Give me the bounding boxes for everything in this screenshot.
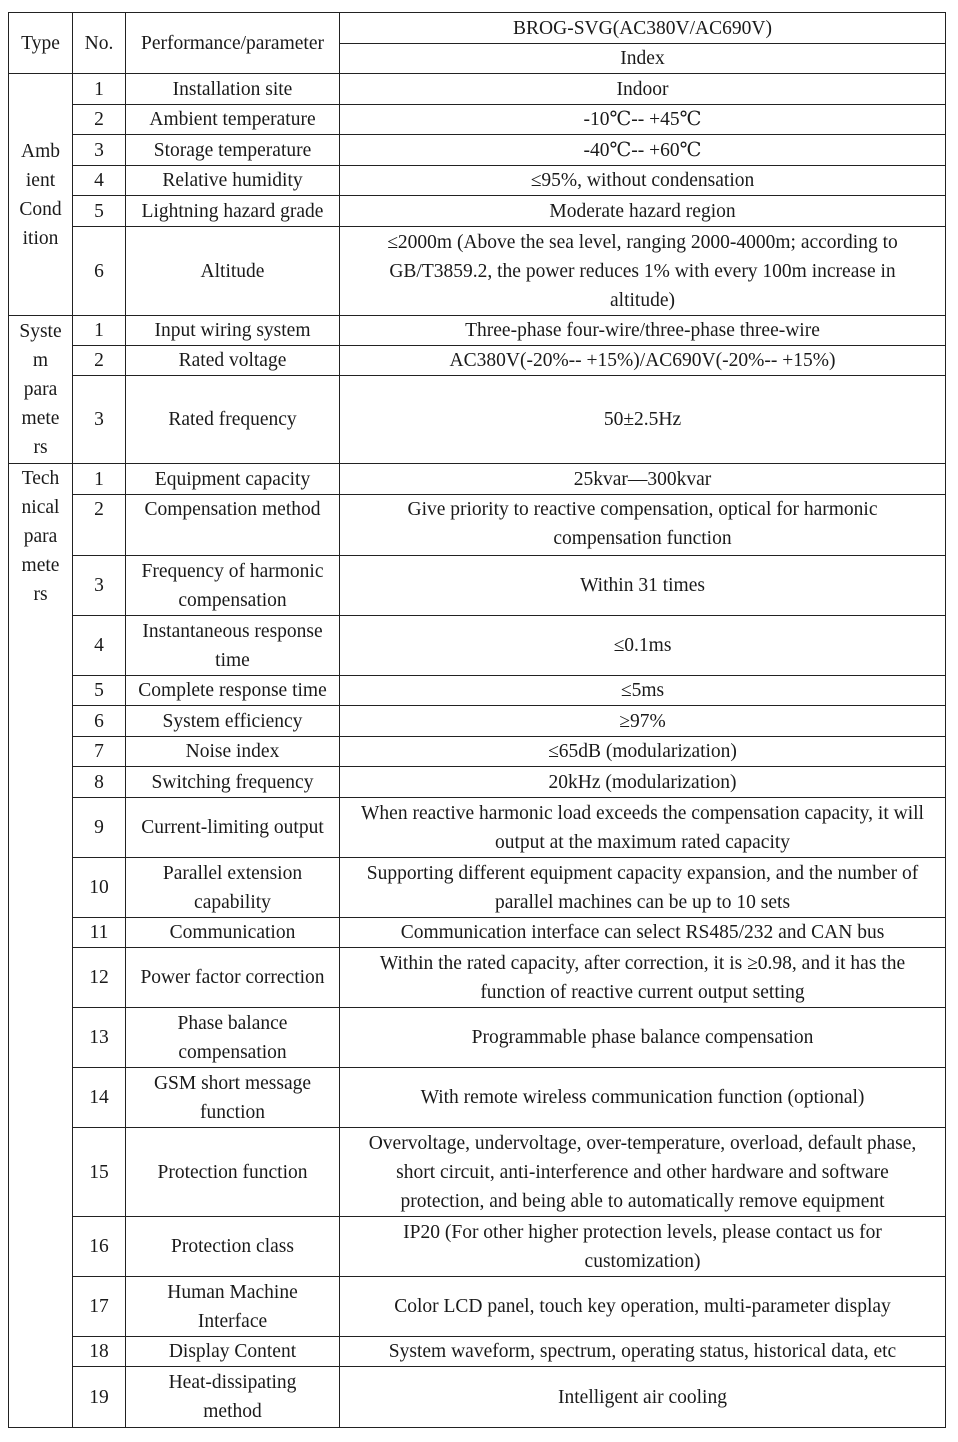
row-number: 1 [73,464,126,495]
table-row [9,495,946,556]
row-number: 15 [73,1128,126,1217]
parameter-name: Relative humidity [126,166,340,196]
table-row [9,1008,946,1068]
parameter-name: Compensation method [126,495,340,556]
parameter-name: Phase balance compensation [126,1008,340,1068]
parameter-value: Intelligent air cooling [340,1367,946,1428]
parameter-value: System waveform, spectrum, operating status, historical data, etc [340,1337,946,1367]
category-cell: Tech nical para mete rs [9,464,73,1428]
parameter-value: When reactive harmonic load exceeds the compensation capacity, it will output at the maximum rated capacity [340,798,946,858]
parameter-name: Communication [126,918,340,948]
row-number: 18 [73,1337,126,1367]
table-row [9,1217,946,1277]
parameter-name: Input wiring system [126,316,340,346]
row-number: 19 [73,1367,126,1428]
parameter-name: Storage temperature [126,135,340,166]
header-type: Type [9,13,73,74]
parameter-value: Programmable phase balance compensation [340,1008,946,1068]
parameter-value: AC380V(-20%-- +15%)/AC690V(-20%-- +15%) [340,346,946,376]
row-number: 3 [73,376,126,464]
category-cell: Syste m para mete rs [9,316,73,464]
parameter-name: Parallel extension capability [126,858,340,918]
parameter-name: Rated frequency [126,376,340,464]
row-number: 2 [73,105,126,135]
parameter-name: Lightning hazard grade [126,196,340,227]
parameter-value: -10℃-- +45℃ [340,105,946,135]
table-row [9,1128,946,1217]
parameter-value: ≤95%, without condensation [340,166,946,196]
parameter-value: Overvoltage, undervoltage, over-temperature, overload, default phase, short circuit, anti-interference and other hardware and software protection, and being able to automatically remove equipment [340,1128,946,1217]
parameter-value: Give priority to reactive compensation, optical for harmonic compensation function [340,495,946,556]
parameter-value: Communication interface can select RS485/232 and CAN bus [340,918,946,948]
row-number: 7 [73,737,126,767]
table-row [9,1277,946,1337]
row-number: 12 [73,948,126,1008]
row-number: 10 [73,858,126,918]
parameter-name: Power factor correction [126,948,340,1008]
table-row [9,616,946,676]
parameter-name: Protection class [126,1217,340,1277]
parameter-name: Human Machine Interface [126,1277,340,1337]
table-row [9,1337,946,1367]
parameter-name: System efficiency [126,706,340,737]
parameter-value: 20kHz (modularization) [340,767,946,798]
parameter-value: ≤5ms [340,676,946,706]
parameter-name: Noise index [126,737,340,767]
table-row [9,316,946,346]
parameter-value: ≥97% [340,706,946,737]
table-row [9,346,946,376]
parameter-value: Within 31 times [340,556,946,616]
table-row [9,105,946,135]
header-model: BROG-SVG(AC380V/AC690V) [340,13,946,44]
parameter-value: ≤0.1ms [340,616,946,676]
row-number: 11 [73,918,126,948]
table-row [9,798,946,858]
parameter-value: ≤65dB (modularization) [340,737,946,767]
table-row [9,858,946,918]
row-number: 6 [73,227,126,316]
parameter-value: Within the rated capacity, after correction, it is ≥0.98, and it has the function of reactive current output setting [340,948,946,1008]
row-number: 3 [73,556,126,616]
row-number: 8 [73,767,126,798]
table-row [9,196,946,227]
table-row [9,74,946,105]
parameter-name: Ambient temperature [126,105,340,135]
table-row [9,376,946,464]
row-number: 14 [73,1068,126,1128]
table-row [9,135,946,166]
row-number: 5 [73,676,126,706]
parameter-value: IP20 (For other higher protection levels, please contact us for customization) [340,1217,946,1277]
table-row [9,1367,946,1428]
parameter-value: Supporting different equipment capacity expansion, and the number of parallel machines can be up to 10 sets [340,858,946,918]
parameter-name: Instantaneous response time [126,616,340,676]
parameter-value: With remote wireless communication function (optional) [340,1068,946,1128]
table-row [9,556,946,616]
row-number: 1 [73,316,126,346]
parameter-name: Equipment capacity [126,464,340,495]
row-number: 1 [73,74,126,105]
parameter-name: GSM short message function [126,1068,340,1128]
header-row [9,13,946,44]
row-number: 2 [73,346,126,376]
row-number: 5 [73,196,126,227]
parameter-name: Protection function [126,1128,340,1217]
row-number: 13 [73,1008,126,1068]
parameter-name: Rated voltage [126,346,340,376]
parameter-name: Switching frequency [126,767,340,798]
row-number: 9 [73,798,126,858]
row-number: 6 [73,706,126,737]
table-row [9,737,946,767]
spec-table [8,12,946,1428]
table-row [9,706,946,737]
table-row [9,227,946,316]
parameter-name: Heat-dissipating method [126,1367,340,1428]
parameter-name: Altitude [126,227,340,316]
table-row [9,767,946,798]
table-row [9,464,946,495]
parameter-value: Indoor [340,74,946,105]
table-row [9,676,946,706]
parameter-name: Current-limiting output [126,798,340,858]
table-row [9,166,946,196]
parameter-value: Moderate hazard region [340,196,946,227]
table-row [9,948,946,1008]
parameter-value: Three-phase four-wire/three-phase three-wire [340,316,946,346]
row-number: 4 [73,166,126,196]
header-no: No. [73,13,126,74]
row-number: 16 [73,1217,126,1277]
table-row [9,918,946,948]
parameter-name: Complete response time [126,676,340,706]
parameter-name: Display Content [126,1337,340,1367]
parameter-name: Installation site [126,74,340,105]
table-row [9,1068,946,1128]
category-cell: Amb ient Cond ition [9,74,73,316]
parameter-value: 50±2.5Hz [340,376,946,464]
row-number: 3 [73,135,126,166]
row-number: 4 [73,616,126,676]
parameter-value: ≤2000m (Above the sea level, ranging 2000-4000m; according to GB/T3859.2, the power reduces 1% with every 100m increase in altitude) [340,227,946,316]
parameter-value: 25kvar—300kvar [340,464,946,495]
header-index: Index [340,44,946,74]
header-parameter: Performance/parameter [126,13,340,74]
row-number: 2 [73,495,126,556]
parameter-name: Frequency of harmonic compensation [126,556,340,616]
row-number: 17 [73,1277,126,1337]
parameter-value: Color LCD panel, touch key operation, multi-parameter display [340,1277,946,1337]
parameter-value: -40℃-- +60℃ [340,135,946,166]
